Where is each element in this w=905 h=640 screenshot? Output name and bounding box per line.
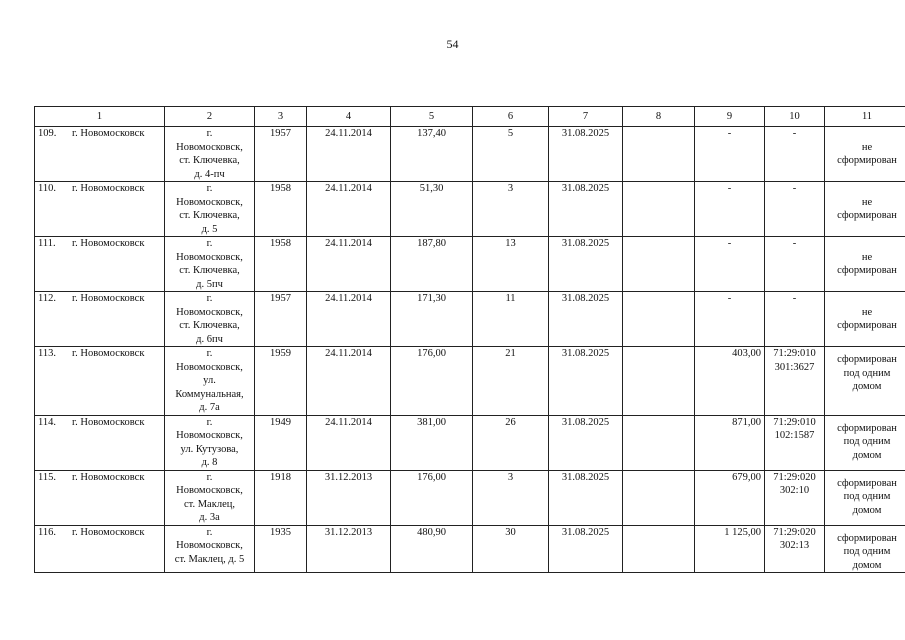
address-line: ст. Ключевка, — [179, 320, 240, 331]
address-line: ст. Маклец, — [184, 498, 235, 510]
row-number: 112. — [38, 293, 56, 304]
column-header-2: 2 — [165, 107, 255, 127]
date-planned-cell: 31.08.2025 — [549, 292, 623, 347]
land-area-cell: - — [695, 182, 765, 237]
address-line: г. — [206, 526, 213, 538]
land-area-cell: 679,00 — [695, 470, 765, 525]
land-area-cell: 871,00 — [695, 415, 765, 470]
table-row — [35, 237, 905, 292]
year-cell: 1918 — [255, 470, 307, 525]
year-cell: 1957 — [255, 127, 307, 182]
address-line: ул. — [203, 375, 216, 386]
address-line: ст. Ключевка, — [179, 155, 240, 166]
count-cell: 30 — [473, 525, 549, 573]
land-status-cell — [825, 182, 905, 237]
housing-table — [34, 106, 905, 573]
address-line: г. — [206, 293, 213, 304]
row-number-city — [35, 347, 165, 416]
status-line: не — [861, 141, 873, 153]
date-recognized-cell: 24.11.2014 — [307, 347, 391, 416]
row-number-city — [35, 182, 165, 237]
status-line: под одним — [843, 436, 891, 447]
cadastral-line: - — [792, 238, 797, 249]
column-header-5: 5 — [391, 107, 473, 127]
city-name: г. Новомосковск — [72, 238, 145, 249]
cadastral-line: - — [792, 183, 797, 194]
address-line: Новомосковск, — [176, 141, 243, 153]
date-recognized-cell: 24.11.2014 — [307, 127, 391, 182]
row-number: 114. — [38, 416, 56, 428]
address-line: д. 5пч — [196, 278, 223, 290]
status-line: сформирован — [837, 155, 897, 166]
date-recognized-cell: 24.11.2014 — [307, 415, 391, 470]
status-line: сформирован — [837, 422, 897, 434]
date-planned-cell: 31.08.2025 — [549, 347, 623, 416]
address-line: д. 3а — [199, 512, 220, 523]
cadastral-line: - — [792, 293, 797, 304]
address-cell — [165, 470, 255, 525]
status-line: домом — [852, 504, 882, 516]
status-line: не — [861, 196, 873, 208]
count-cell: 3 — [473, 470, 549, 525]
column-header-3: 3 — [255, 107, 307, 127]
year-cell: 1958 — [255, 182, 307, 237]
date-planned-cell: 31.08.2025 — [549, 525, 623, 573]
table-body — [35, 127, 905, 573]
land-area-cell: 403,00 — [695, 347, 765, 416]
date-recognized-cell: 31.12.2013 — [307, 525, 391, 573]
status-line: под одним — [843, 546, 891, 557]
city-name: г. Новомосковск — [72, 183, 145, 194]
address-line: Новомосковск, — [176, 540, 243, 551]
status-line: сформирован — [837, 532, 897, 544]
address-line: ул. Кутузова, — [180, 443, 239, 455]
address-line: ст. Ключевка, — [179, 265, 240, 276]
table-row — [35, 127, 905, 182]
area-cell: 381,00 — [391, 415, 473, 470]
status-line: под одним — [843, 367, 891, 379]
land-status-cell — [825, 237, 905, 292]
cadastral-number-cell — [765, 415, 825, 470]
address-line: г. — [206, 128, 213, 139]
status-line: не — [861, 251, 873, 263]
address-line: г. — [206, 238, 213, 249]
table-row — [35, 182, 905, 237]
year-cell: 1935 — [255, 525, 307, 573]
table-row — [35, 415, 905, 470]
column-header-4: 4 — [307, 107, 391, 127]
land-area-cell: - — [695, 237, 765, 292]
cadastral-number-cell — [765, 525, 825, 573]
land-status-cell — [825, 525, 905, 573]
address-line: Новомосковск, — [176, 430, 243, 441]
status-line: сформирован — [837, 477, 897, 489]
cadastral-number-cell — [765, 347, 825, 416]
column-header-8: 8 — [623, 107, 695, 127]
address-cell — [165, 525, 255, 573]
count-cell: 26 — [473, 415, 549, 470]
area-cell: 176,00 — [391, 470, 473, 525]
cadastral-line: 71:29:010 — [773, 348, 816, 359]
area-cell: 480,90 — [391, 525, 473, 573]
table-row — [35, 470, 905, 525]
address-line: д. 6пч — [196, 333, 223, 345]
col8-cell — [623, 347, 695, 416]
row-number: 113. — [38, 348, 56, 359]
date-planned-cell: 31.08.2025 — [549, 470, 623, 525]
cadastral-line: - — [792, 128, 797, 139]
status-line: сформирован — [837, 265, 897, 276]
area-cell: 51,30 — [391, 182, 473, 237]
address-line: г. — [206, 183, 213, 194]
status-line: сформирован — [837, 354, 897, 365]
land-status-cell — [825, 470, 905, 525]
cadastral-line: 302:10 — [779, 485, 810, 496]
address-line: Новомосковск, — [176, 361, 243, 373]
address-line: Коммунальная, — [175, 388, 244, 400]
city-name: г. Новомосковск — [72, 416, 145, 428]
col8-cell — [623, 127, 695, 182]
row-number: 116. — [38, 526, 56, 538]
land-status-cell — [825, 415, 905, 470]
col8-cell — [623, 182, 695, 237]
area-cell: 176,00 — [391, 347, 473, 416]
table-row — [35, 525, 905, 573]
column-header-6: 6 — [473, 107, 549, 127]
date-recognized-cell: 24.11.2014 — [307, 182, 391, 237]
row-number-city — [35, 415, 165, 470]
date-recognized-cell: 24.11.2014 — [307, 237, 391, 292]
date-recognized-cell: 24.11.2014 — [307, 292, 391, 347]
address-line: г. — [206, 416, 213, 428]
header-row — [35, 107, 905, 127]
address-line: г. — [206, 471, 213, 483]
status-line: под одним — [843, 491, 891, 502]
address-line: д. 4-пч — [194, 168, 225, 180]
cadastral-number-cell — [765, 127, 825, 182]
row-number-city — [35, 127, 165, 182]
page-number: 54 — [446, 37, 459, 51]
col8-cell — [623, 237, 695, 292]
cadastral-line: 71:29:020 — [773, 471, 816, 483]
cadastral-line: 301:3627 — [774, 361, 815, 373]
count-cell: 11 — [473, 292, 549, 347]
row-number: 111. — [38, 238, 56, 249]
cadastral-number-cell — [765, 292, 825, 347]
cadastral-number-cell — [765, 182, 825, 237]
address-line: Новомосковск, — [176, 251, 243, 263]
cadastral-line: 71:29:020 — [773, 526, 816, 538]
date-recognized-cell: 31.12.2013 — [307, 470, 391, 525]
column-header-7: 7 — [549, 107, 623, 127]
status-line: сформирован — [837, 210, 897, 221]
address-line: ст. Ключевка, — [179, 210, 240, 221]
column-header-11: 11 — [825, 107, 905, 127]
land-status-cell — [825, 127, 905, 182]
status-line: сформирован — [837, 320, 897, 331]
land-area-cell: - — [695, 292, 765, 347]
row-number: 109. — [38, 128, 57, 139]
row-number-city — [35, 525, 165, 573]
date-planned-cell: 31.08.2025 — [549, 237, 623, 292]
count-cell: 21 — [473, 347, 549, 416]
address-line: г. — [206, 348, 213, 359]
address-line: ст. Маклец, д. 5 — [174, 553, 245, 565]
land-area-cell: 1 125,00 — [695, 525, 765, 573]
area-cell: 171,30 — [391, 292, 473, 347]
date-planned-cell: 31.08.2025 — [549, 415, 623, 470]
area-cell: 187,80 — [391, 237, 473, 292]
area-cell: 137,40 — [391, 127, 473, 182]
year-cell: 1949 — [255, 415, 307, 470]
table-row — [35, 292, 905, 347]
col8-cell — [623, 470, 695, 525]
address-line: д. 5 — [201, 223, 218, 235]
status-line: домом — [852, 449, 882, 461]
status-line: не — [861, 306, 873, 318]
row-number: 115. — [38, 471, 56, 483]
land-status-cell — [825, 292, 905, 347]
col8-cell — [623, 525, 695, 573]
land-area-cell: - — [695, 127, 765, 182]
count-cell: 5 — [473, 127, 549, 182]
address-cell — [165, 347, 255, 416]
date-planned-cell: 31.08.2025 — [549, 182, 623, 237]
cadastral-number-cell — [765, 470, 825, 525]
column-header-1: 1 — [35, 107, 165, 127]
date-planned-cell: 31.08.2025 — [549, 127, 623, 182]
col8-cell — [623, 292, 695, 347]
column-header-9: 9 — [695, 107, 765, 127]
cadastral-line: 71:29:010 — [773, 416, 816, 428]
address-cell — [165, 237, 255, 292]
col8-cell — [623, 415, 695, 470]
year-cell: 1959 — [255, 347, 307, 416]
address-line: Новомосковск, — [176, 485, 243, 496]
table-row — [35, 347, 905, 416]
address-line: Новомосковск, — [176, 196, 243, 208]
city-name: г. Новомосковск — [72, 526, 145, 538]
column-header-10: 10 — [765, 107, 825, 127]
city-name: г. Новомосковск — [72, 128, 145, 139]
address-cell — [165, 292, 255, 347]
year-cell: 1957 — [255, 292, 307, 347]
count-cell: 13 — [473, 237, 549, 292]
city-name: г. Новомосковск — [72, 348, 145, 359]
cadastral-line: 302:13 — [779, 540, 810, 551]
land-status-cell — [825, 347, 905, 416]
status-line: домом — [852, 381, 882, 392]
status-line: домом — [852, 559, 882, 571]
address-cell — [165, 415, 255, 470]
count-cell: 3 — [473, 182, 549, 237]
year-cell: 1958 — [255, 237, 307, 292]
address-line: д. 7а — [199, 402, 220, 413]
address-line: д. 8 — [201, 457, 218, 468]
city-name: г. Новомосковск — [72, 293, 145, 304]
address-cell — [165, 182, 255, 237]
row-number: 110. — [38, 183, 56, 194]
row-number-city — [35, 292, 165, 347]
city-name: г. Новомосковск — [72, 471, 145, 483]
row-number-city — [35, 470, 165, 525]
cadastral-number-cell — [765, 237, 825, 292]
address-line: Новомосковск, — [176, 306, 243, 318]
address-cell — [165, 127, 255, 182]
cadastral-line: 102:1587 — [774, 430, 815, 441]
row-number-city — [35, 237, 165, 292]
